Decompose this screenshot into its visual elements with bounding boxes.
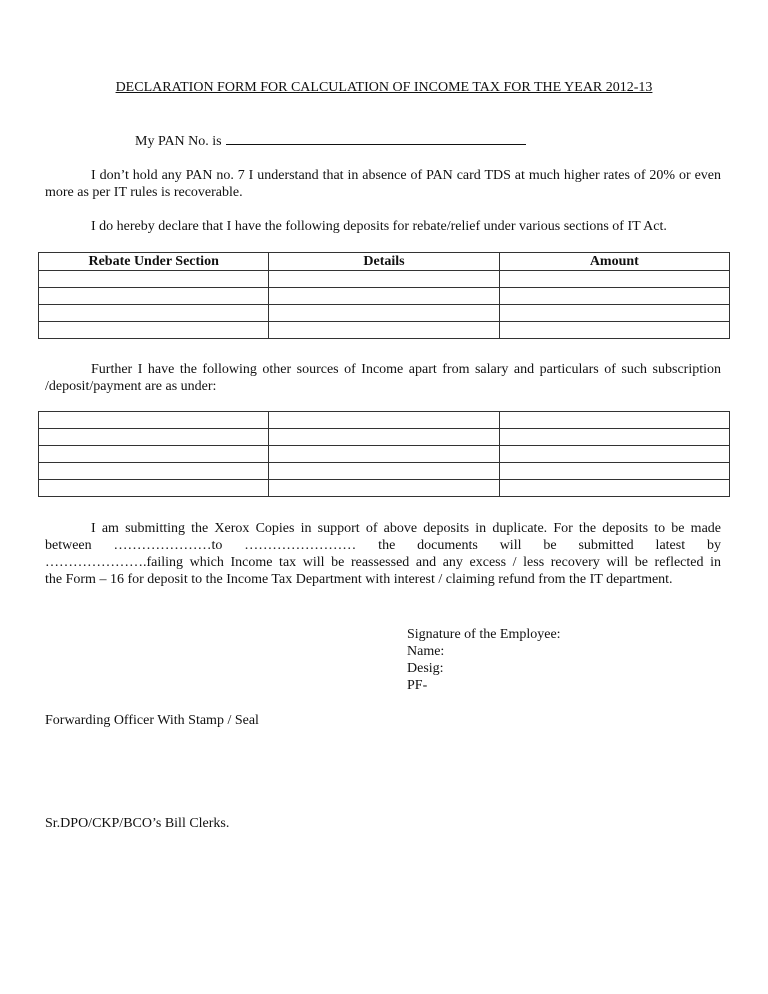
table-cell[interactable] — [499, 305, 729, 322]
table-row — [39, 322, 730, 339]
table-cell[interactable] — [39, 446, 269, 463]
other-income-paragraph: Further I have the following other sources of Income apart from salary and particulars of such subscription /deposit/payment are as under: — [45, 362, 721, 394]
table-cell[interactable] — [39, 429, 269, 446]
table-row — [39, 480, 730, 497]
table-row — [39, 463, 730, 480]
table-cell[interactable] — [499, 463, 729, 480]
xerox-line-2: between …………………to …………………… the documents will be submitted latest by — [45, 538, 721, 553]
rebate-header-amount: Amount — [499, 253, 729, 271]
table-row — [39, 429, 730, 446]
table-cell[interactable] — [39, 322, 269, 339]
xerox-line-3: ………………….failing which Income tax will be reassessed and any excess / less recovery will be reflected in — [45, 555, 721, 570]
table-cell[interactable] — [39, 271, 269, 288]
table-cell[interactable] — [269, 271, 499, 288]
rebate-header-section: Rebate Under Section — [39, 253, 269, 271]
table-cell[interactable] — [499, 322, 729, 339]
table-row — [39, 305, 730, 322]
table-row — [39, 446, 730, 463]
table-cell[interactable] — [39, 412, 269, 429]
table-cell[interactable] — [499, 429, 729, 446]
table-cell[interactable] — [39, 480, 269, 497]
table-cell[interactable] — [269, 446, 499, 463]
signature-label: Signature of the Employee: — [407, 627, 561, 642]
table-cell[interactable] — [269, 288, 499, 305]
table-cell[interactable] — [499, 271, 729, 288]
table-cell[interactable] — [499, 412, 729, 429]
designation-label: Desig: — [407, 661, 444, 676]
pan-line — [135, 131, 526, 150]
rebate-table-header-row — [39, 253, 730, 271]
forwarding-officer-label: Forwarding Officer With Stamp / Seal — [45, 713, 259, 728]
table-row — [39, 288, 730, 305]
table-cell[interactable] — [39, 288, 269, 305]
table-cell[interactable] — [269, 480, 499, 497]
table-cell[interactable] — [499, 446, 729, 463]
table-cell[interactable] — [39, 305, 269, 322]
form-title: DECLARATION FORM FOR CALCULATION OF INCOME TAX FOR THE YEAR 2012-13 — [115, 80, 653, 95]
table-cell[interactable] — [499, 480, 729, 497]
rebate-header-details: Details — [269, 253, 499, 271]
table-cell[interactable] — [269, 429, 499, 446]
pan-label: My PAN No. is — [135, 134, 222, 149]
pan-blank-field[interactable] — [226, 131, 526, 145]
table-row — [39, 412, 730, 429]
table-cell[interactable] — [269, 412, 499, 429]
table-cell[interactable] — [269, 322, 499, 339]
rebate-table — [38, 252, 730, 339]
deposits-declaration-paragraph: I do hereby declare that I have the following deposits for rebate/relief under various sections of IT Act. — [91, 219, 667, 234]
table-cell[interactable] — [269, 305, 499, 322]
table-cell[interactable] — [269, 463, 499, 480]
xerox-copies-paragraph — [45, 520, 721, 588]
name-label: Name: — [407, 644, 445, 659]
xerox-line-4: the Form – 16 for deposit to the Income Tax Department with interest / claiming refund from the IT department. — [45, 572, 673, 587]
other-income-table — [38, 411, 730, 497]
bill-clerks-label: Sr.DPO/CKP/BCO’s Bill Clerks. — [45, 816, 230, 831]
xerox-line-1: I am submitting the Xerox Copies in support of above deposits in duplicate. For the deposits to be made — [91, 521, 721, 536]
pan-declaration-paragraph: I don’t hold any PAN no. 7 I understand that in absence of PAN card TDS at much higher rates of 20% or even more as per IT rules is recoverable. — [45, 168, 721, 200]
table-cell[interactable] — [499, 288, 729, 305]
table-cell[interactable] — [39, 463, 269, 480]
table-row — [39, 271, 730, 288]
pf-label: PF- — [407, 678, 428, 693]
signature-block — [407, 626, 561, 694]
